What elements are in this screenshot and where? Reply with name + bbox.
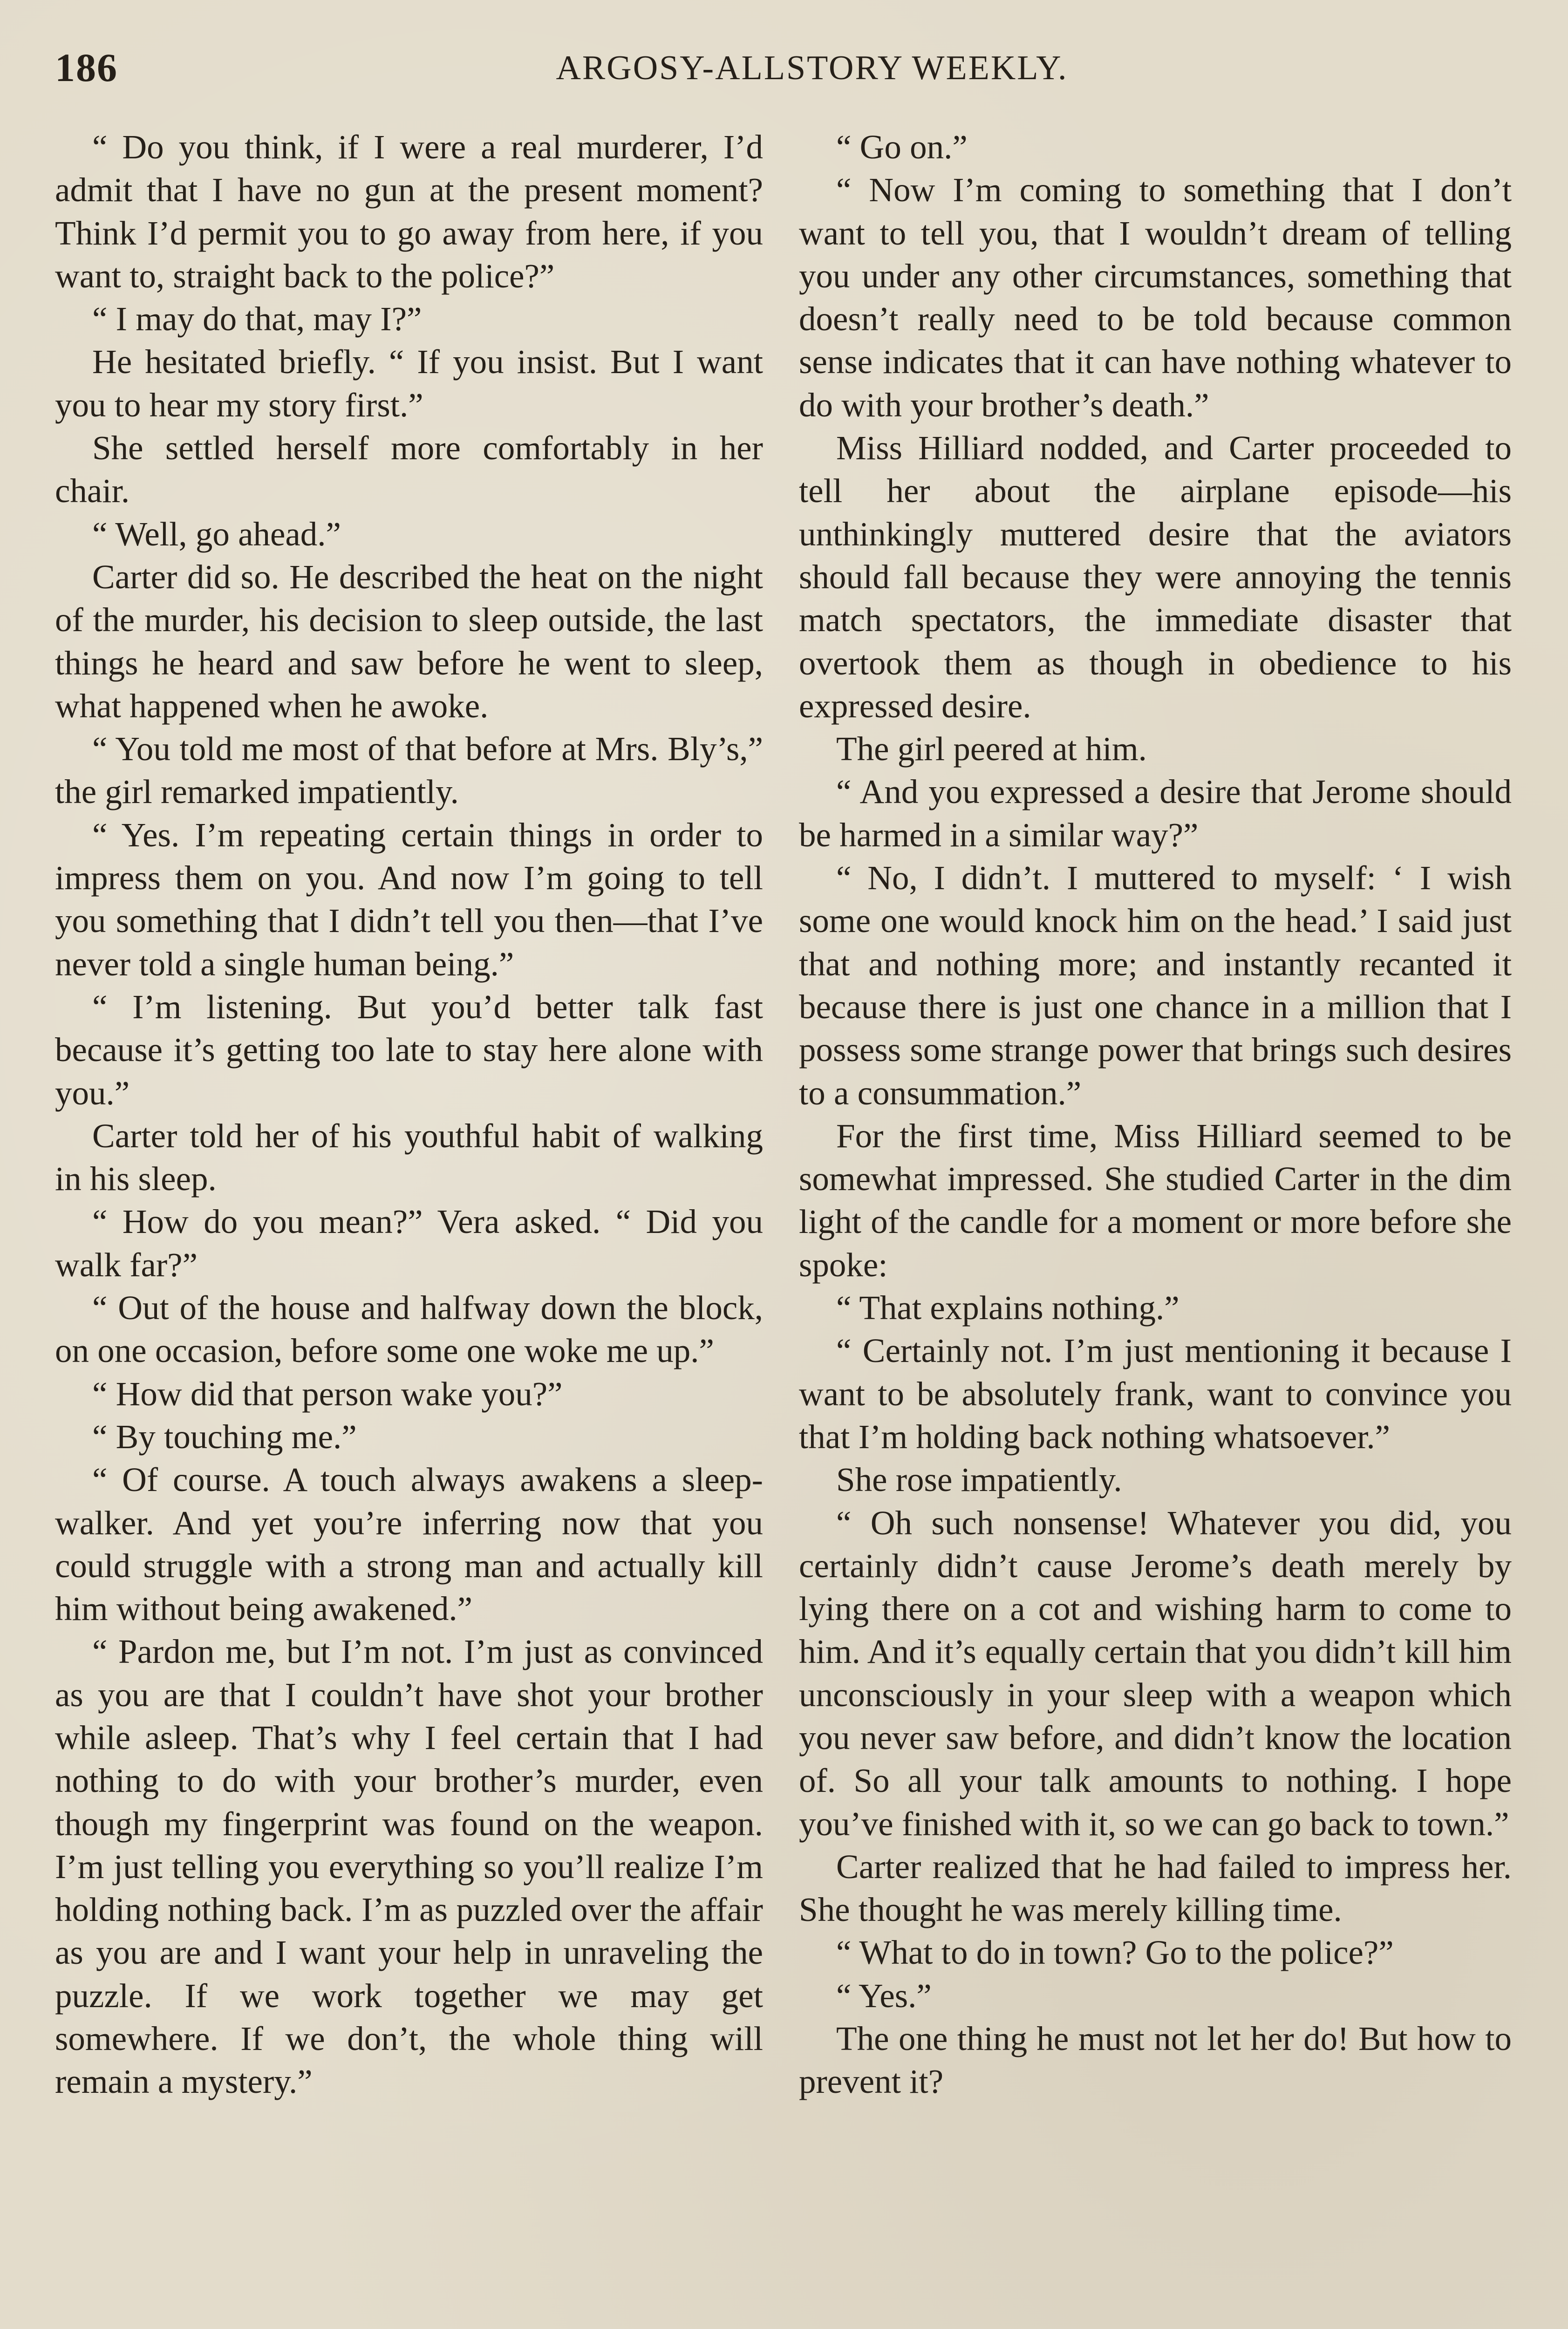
paragraph: “ And you expressed a desire that Jerome should be harmed in a similar way?” <box>799 773 1512 854</box>
paragraph: “ Well, go ahead.” <box>92 515 341 553</box>
paragraph: “ No, I didn’t. I muttered to myself: ‘ I wish some one would knock him on the head.’ I said just that and nothing more; and instantly recanted it because there is just one chance in a million that I possess some strange power that brings such desires to a consummation.” <box>799 859 1512 1112</box>
paragraph: “ How do you mean?” Vera asked. “ Did you walk far?” <box>55 1203 763 1284</box>
paragraph: “ Yes. I’m repeating certain things in order to impress them on you. And now I’m going to tell you something that I didn’t tell you then—that I’ve never told a single human being.” <box>55 816 763 983</box>
paragraph: “ You told me most of that before at Mrs. Bly’s,” the girl remarked impatiently. <box>55 730 763 811</box>
paragraph: The one thing he must not let her do! But how to prevent it? <box>799 2020 1512 2101</box>
paragraph: For the first time, Miss Hilliard seemed to be somewhat impressed. She studied Carter in the dim light of the candle for a moment or more before she spoke: <box>799 1117 1512 1284</box>
paragraph: “ What to do in town? Go to the police?” <box>836 1934 1394 1972</box>
paragraph: “ By touching me.” <box>92 1417 357 1456</box>
paragraph: “ Pardon me, but I’m not. I’m just as convinced as you are that I couldn’t have shot your brother while asleep. That’s why I feel certain that I had nothing to do with your brother’s murder, even though my fingerprint was found on the weapon. I’m just telling you everything so you’ll realize I’m holding nothing back. I’m as puzzled over the affair as you are and I want your help in unraveling the puzzle. If we work together we may get somewhere. If we don’t, the whole thing will remain a mystery.” <box>55 1633 763 2101</box>
paragraph: “ Certainly not. I’m just mentioning it because I want to be absolutely frank, want to convince you that I’m holding back nothing whatsoever.” <box>799 1332 1512 1456</box>
paragraph: “ That explains nothing.” <box>836 1289 1179 1327</box>
paragraph: Carter told her of his youthful habit of walking in his sleep. <box>55 1117 763 1198</box>
paragraph: “ Do you think, if I were a real murderer, I’d admit that I have no gun at the present moment? Think I’d permit you to go away from here, if you want to, straight back to the police?” <box>55 128 763 295</box>
paragraph: “ How did that person wake you?” <box>92 1375 563 1413</box>
paragraph: Carter did so. He described the heat on the night of the murder, his decision to sleep outside, the last things he heard and saw before he went to sleep, what happened when he awoke. <box>55 558 763 725</box>
paragraph: He hesitated briefly. “ If you insist. But I want you to hear my story first.” <box>55 343 763 424</box>
running-head: ARGOSY-ALLSTORY WEEKLY. <box>556 49 1068 87</box>
paragraph: The girl peered at him. <box>836 730 1147 768</box>
page-number: 186 <box>55 45 118 90</box>
paragraph: “ Yes.” <box>836 1976 932 2015</box>
paragraph: Carter realized that he had failed to impress her. She thought he was merely killing time. <box>799 1847 1512 1929</box>
paragraph: “ Go on.” <box>836 128 968 166</box>
paragraph: “ I may do that, may I?” <box>92 300 422 338</box>
paragraph: Miss Hilliard nodded, and Carter proceeded to tell her about the airplane episode—his unthinkingly muttered desire that the aviators should fall because they were annoying the tennis match spectators, the immediate disaster that overtook them as though in obedience to his expressed desire. <box>799 429 1512 725</box>
paragraph: “ Now I’m coming to something that I don’t want to tell you, that I wouldn’t dream of telling you under any other circumstances, something that doesn’t really need to be told because common sense indicates that it can have nothing whatever to do with your brother’s death.” <box>799 171 1512 424</box>
paragraph: She settled herself more comfortably in her chair. <box>55 429 763 510</box>
paragraph: “ Out of the house and halfway down the block, on one occasion, before some one woke me up.” <box>55 1289 763 1370</box>
paragraph: “ Oh such nonsense! Whatever you did, you certainly didn’t cause Jerome’s death merely by lying there on a cot and wishing harm to come to him. And it’s equally certain that you didn’t kill him unconsciously in your sleep with a weapon which you never saw before, and didn’t know the location of. So all your talk amounts to nothing. I hope you’ve finished with it, so we can go back to town.” <box>799 1504 1512 1843</box>
paragraph: She rose impatiently. <box>836 1461 1122 1499</box>
paragraph: “ I’m listening. But you’d better talk fast because it’s getting too late to stay here alone with you.” <box>55 987 763 1112</box>
right-column <box>799 126 1512 2104</box>
left-column <box>55 126 763 2104</box>
paragraph: “ Of course. A touch always awakens a sleep-walker. And yet you’re inferring now that you could struggle with a strong man and actually kill him without being awakened.” <box>55 1461 763 1628</box>
